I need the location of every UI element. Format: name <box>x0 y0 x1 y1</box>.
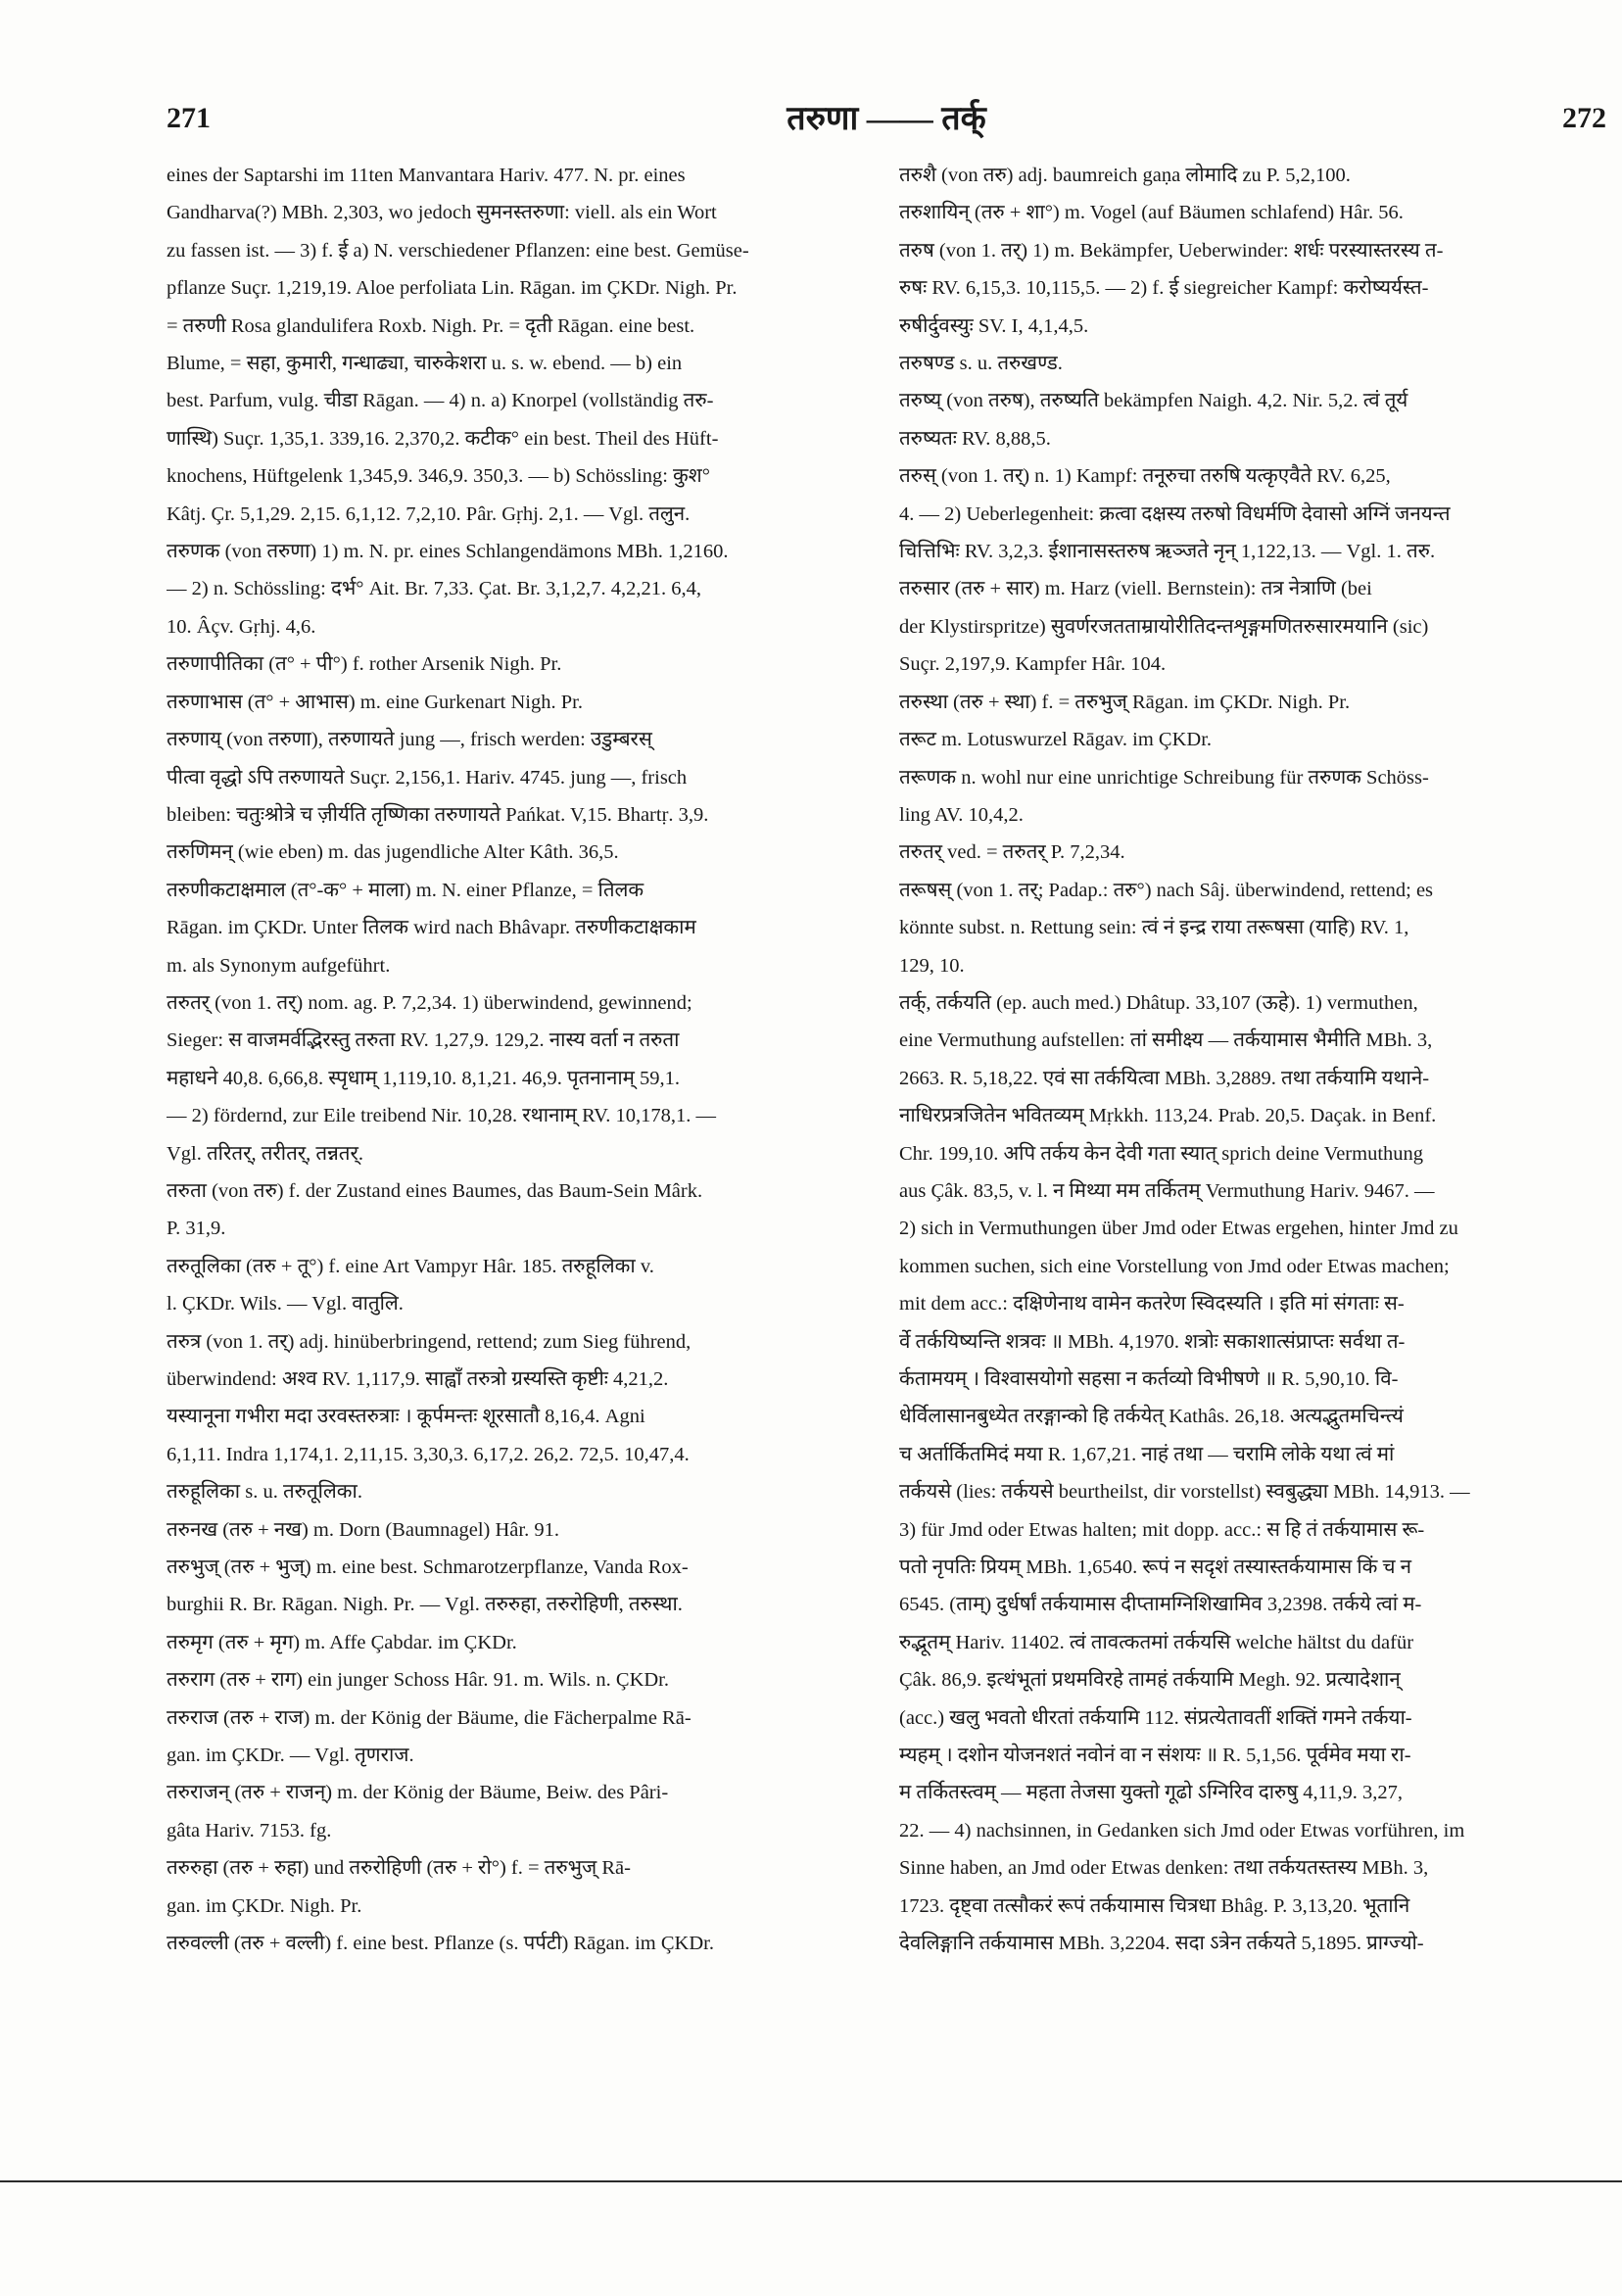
text-line: aus Çâk. 83,5, v. l. न मिथ्या मम तर्कितम् Vermuthung Hariv. 9467. — <box>899 1179 1435 1202</box>
text-line: 2) sich in Vermuthungen über Jmd oder Etwas ergehen, hinter Jmd zu <box>899 1218 1458 1240</box>
text-line: तरुषण्ड s. u. तरुखण्ड. <box>899 353 1063 375</box>
text-line: तरुता (von तरु) f. der Zustand eines Baumes, das Baum-Sein Mârk. <box>167 1179 703 1202</box>
text-line: तरूणक n. wohl nur eine unrichtige Schreibung für तरुणक Schöss- <box>899 766 1429 789</box>
text-line: = तरुणी Rosa glandulifera Roxb. Nigh. Pr. = दृती Rāgan. eine best. <box>167 314 695 337</box>
text-line: mit dem acc.: दक्षिणेनाथ वामेन कतरेण स्विदस्यति । इति मां संगताः स- <box>899 1293 1405 1315</box>
text-line: gan. im ÇKDr. — Vgl. तृणराज. <box>167 1745 414 1767</box>
text-line: ling AV. 10,4,2. <box>899 803 1024 826</box>
text-line: नाधिरप्रत्रजितेन भवितव्यम् Mṛkkh. 113,24. Prab. 20,5. Daçak. in Benf. <box>899 1105 1437 1127</box>
text-line: bleiben: चतुःश्रोत्रे च ज़ीर्यति तृष्णिका तरुणायते Pańkat. V,15. Bhartṛ. 3,9. <box>167 803 709 826</box>
text-line: यस्यानूना गभीरा मदा उरवस्तरुत्राः । कूर्पमन्तः शूरसातौ 8,16,4. Agni <box>167 1406 645 1428</box>
text-line: 22. — 4) nachsinnen, in Gedanken sich Jmd oder Etwas vorführen, im <box>899 1819 1465 1842</box>
text-line: — 2) fördernd, zur Eile treibend Nir. 10,28. रथानाम् RV. 10,178,1. — <box>167 1105 717 1127</box>
text-line: — 2) n. Schössling: दर्भ° Ait. Br. 7,33. Çat. Br. 3,1,2,7. 4,2,21. 6,4, <box>167 578 702 600</box>
text-line: तर्कयसे (lies: तर्कयसे beurtheilst, dir vorstellst) स्वबुद्ध्या MBh. 14,913. — <box>899 1481 1470 1504</box>
text-line: Suçr. 2,197,9. Kampfer Hâr. 104. <box>899 653 1167 676</box>
text-line: तरुरुहा (तरु + रुहा) und तरुरोहिणी (तरु + रो°) f. = तरुभुज् Rā- <box>167 1857 631 1880</box>
text-line: 6545. (ताम्) दुर्धर्षां तर्कयामास दीप्तामग्निशिखामिव 3,2398. तर्कये त्वां म- <box>899 1594 1422 1616</box>
text-line: तरुतर् (von 1. तर्) nom. ag. P. 7,2,34. 1) überwindend, gewinnend; <box>167 991 692 1014</box>
text-line: l. ÇKDr. Wils. — Vgl. वातुलि. <box>167 1293 404 1315</box>
text-line: तरुणक (von तरुणा) 1) m. N. pr. eines Schlangendämons MBh. 1,2160. <box>167 541 729 563</box>
text-line: könnte subst. n. Rettung sein: त्वं नं इन्द्र राया तरूषसा (याहि) RV. 1, <box>899 917 1409 939</box>
text-line: तरुमृग (तरु + मृग) m. Affe Çabdar. im ÇKDr. <box>167 1631 517 1653</box>
text-line: eine Vermuthung aufstellen: तां समीक्ष्य — तर्कयामास भैमीति MBh. 3, <box>899 1029 1433 1052</box>
text-line: म्यहम् । दशोन योजनशतं नवोनं वा न संशयः ॥ R. 5,1,56. पूर्वमेव मया रा- <box>899 1745 1411 1767</box>
text-line: Sieger: स वाजमर्वद्भिरस्तु तरुता RV. 1,27,9. 129,2. नास्य वर्ता न तरुता <box>167 1029 680 1052</box>
text-line: 129, 10. <box>899 954 965 977</box>
text-line: 1723. दृष्ट्वा तत्सौकरं रूपं तर्कयामास चित्रधा Bhâg. P. 3,13,20. भूतानि <box>899 1894 1410 1917</box>
text-line: 2663. R. 5,18,22. एवं सा तर्कयित्वा MBh. 3,2889. तथा तर्कयामि यथाने- <box>899 1067 1430 1089</box>
text-line: m. als Synonym aufgeführt. <box>167 954 391 977</box>
text-line: च अर्तार्कितमिदं मया R. 1,67,21. नाहं तथा — चरामि लोके यथा त्वं मां <box>899 1443 1395 1465</box>
text-line: रुद्भूतम् Hariv. 11402. त्वं तावत्कतमां तर्कयसि welche hältst du dafür <box>899 1631 1414 1653</box>
text-line: तरुष (von 1. तर्) 1) m. Bekämpfer, Ueberwinder: शर्धः परस्यास्तरस्य त- <box>899 239 1444 262</box>
text-line: der Klystirspritze) सुवर्णरजतताम्रायोरीतिदन्तशृङ्गमणितरुसारमयानि (sic) <box>899 615 1429 638</box>
text-line: Gandharva(?) MBh. 2,303, wo jedoch सुमनस्तरुणा: viell. als ein Wort <box>167 202 717 224</box>
text-line: burghii R. Br. Rāgan. Nigh. Pr. — Vgl. तरुरुहा, तरुरोहिणी, तरुस्था. <box>167 1594 683 1616</box>
text-line: तरुशायिन् (तरु + शा°) m. Vogel (auf Bäumen schlafend) Hâr. 56. <box>899 202 1404 224</box>
text-line: तरुराज (तरु + राज) m. der König der Bäume, die Fächerpalme Rā- <box>167 1706 692 1729</box>
text-line: तरुतर् ved. = तरुतर् P. 7,2,34. <box>899 841 1125 864</box>
text-line: तर्क्, तर्कयति (ep. auch med.) Dhâtup. 33,107 (ऊहे). 1) vermuthen, <box>899 991 1418 1014</box>
text-line: पतो नृपतिः प्रियम् MBh. 1,6540. रूपं न सदृशं तस्यास्तर्कयामास किं च न <box>899 1556 1412 1579</box>
text-line: रुषः RV. 6,15,3. 10,115,5. — 2) f. ई siegreicher Kampf: करोष्यर्यस्त- <box>899 277 1429 300</box>
text-line: तरुणीकटाक्षमाल (त°-क° + माला) m. N. einer Pflanze, = तिलक <box>167 879 644 901</box>
text-line: eines der Saptarshi im 11ten Manvantara Hariv. 477. N. pr. eines <box>167 165 686 186</box>
text-line: पीत्वा वृद्धो ऽपि तरुणायते Suçr. 2,156,1. Hariv. 4745. jung —, frisch <box>167 766 688 789</box>
text-line: überwindend: अश्व RV. 1,117,9. साह्वाँ तरुत्रो ग्रस्यस्ति कृष्टीः 4,21,2. <box>167 1368 669 1390</box>
text-line: म तर्कितस्त्वम् — महता तेजसा युक्तो गूढो ऽग्निरिव दारुषु 4,11,9. 3,27, <box>899 1782 1403 1804</box>
text-line: तरुराजन् (तरु + राजन्) m. der König der Bäume, Beiw. des Pâri- <box>167 1782 669 1804</box>
text-line: gâta Hariv. 7153. fg. <box>167 1819 332 1842</box>
text-line: तरुसार (तरु + सार) m. Harz (viell. Bernstein): तत्र नेत्राणि (bei <box>899 578 1372 600</box>
text-line: तरुवल्ली (तरु + वल्ली) f. eine best. Pflanze (s. पर्पटी) Rāgan. im ÇKDr. <box>167 1933 714 1955</box>
text-line: kommen suchen, sich eine Vorstellung von Jmd oder Etwas machen; <box>899 1255 1450 1277</box>
left-column <box>167 157 872 1963</box>
text-line: तरुहूलिका s. u. तरुतूलिका. <box>167 1481 362 1504</box>
text-line: तरूट m. Lotuswurzel Rāgav. im ÇKDr. <box>899 729 1213 751</box>
right-column <box>899 157 1604 1963</box>
text-line: तरूषस् (von 1. तर्; Padap.: तरु°) nach Sâj. überwindend, rettend; es <box>899 879 1434 901</box>
text-line: P. 31,9. <box>167 1218 226 1240</box>
text-line: Blume, = सहा, कुमारी, गन्धाढ्या, चारुकेशरा u. s. w. ebend. — b) ein <box>167 353 683 375</box>
text-line: तरुत्र (von 1. तर्) adj. hinüberbringend, rettend; zum Sieg führend, <box>167 1330 692 1353</box>
page-header <box>167 94 1606 145</box>
text-line: 10. Âçv. Gṛhj. 4,6. <box>167 615 316 638</box>
text-line: तरुभुज् (तरु + भुज्) m. eine best. Schmarotzerpflanze, Vanda Rox- <box>167 1556 689 1579</box>
text-line: देवलिङ्गानि तर्कयामास MBh. 3,2204. सदा ऽत्रेन तर्कयते 5,1895. प्राग्ज्यो- <box>899 1933 1424 1955</box>
text-line: तरुष्य् (von तरुष), तरुष्यति bekämpfen Naigh. 4,2. Nir. 5,2. त्वं तूर्य <box>899 390 1408 412</box>
text-line: धेर्विलासानबुध्येत तरङ्गान्को हि तर्कयेत् Kathâs. 26,18. अत्यद्भुतमचिन्त्यं <box>899 1406 1404 1428</box>
text-line: 4. — 2) Ueberlegenheit: क्रत्वा दक्षस्य तरुषो विधर्मणि देवासो अग्निं जनयन्त <box>899 502 1451 525</box>
text-line: तरुतूलिका (तरु + तू°) f. eine Art Vampyr Hâr. 185. तरुहूलिका v. <box>167 1255 654 1277</box>
text-line: र्वे तर्कयिष्यन्ति शत्रवः ॥ MBh. 4,1970. शत्रोः सकाशात्संप्राप्तः सर्वथा त- <box>899 1330 1406 1353</box>
text-line: णास्थि) Suçr. 1,35,1. 339,16. 2,370,2. कटीक° ein best. Theil des Hüft- <box>167 427 719 450</box>
text-line: best. Parfum, vulg. चीडा Rāgan. — 4) n. a) Knorpel (vollständig तरु- <box>167 390 714 412</box>
text-line: चित्तिभिः RV. 3,2,3. ईशानासस्तरुष ऋञ्जते नृन् 1,122,13. — Vgl. 1. तरु. <box>899 541 1436 563</box>
text-line: रुषीर्दुवस्युः SV. I, 4,1,4,5. <box>899 314 1089 337</box>
text-line: 3) für Jmd oder Etwas halten; mit dopp. acc.: स हि तं तर्कयामास रू- <box>899 1518 1425 1541</box>
text-line: Kâtj. Çr. 5,1,29. 2,15. 6,1,12. 7,2,10. Pâr. Gṛhj. 2,1. — Vgl. तलुन. <box>167 502 691 525</box>
text-line: 6,1,11. Indra 1,174,1. 2,11,15. 3,30,3. 6,17,2. 26,2. 72,5. 10,47,4. <box>167 1443 690 1465</box>
text-line: Vgl. तरितर्, तरीतर्, तन्नतर्. <box>167 1142 363 1165</box>
text-line: knochens, Hüftgelenk 1,345,9. 346,9. 350,3. — b) Schössling: कुश° <box>167 465 710 488</box>
page-number-right: 272 <box>1562 102 1606 134</box>
text-line: (acc.) खलु भवतो धीरतां तर्कयामि 112. संप्रत्येतावतीं शक्तिं गमने तर्कया- <box>899 1706 1412 1729</box>
text-line: Çâk. 86,9. इत्थंभूतां प्रथमविरहे तामहं तर्कयामि Megh. 92. प्रत्यादेशान् <box>899 1669 1401 1692</box>
text-line: तरुणाभास (त° + आभास) m. eine Gurkenart Nigh. Pr. <box>167 691 583 713</box>
text-line: pflanze Suçr. 1,219,19. Aloe perfoliata Lin. Rāgan. im ÇKDr. Nigh. Pr. <box>167 277 738 300</box>
text-line: तरुणाय् (von तरुणा), तरुणायते jung —, frisch werden: उडुम्बरस् <box>167 729 652 751</box>
text-line: gan. im ÇKDr. Nigh. Pr. <box>167 1894 362 1917</box>
text-line: तरुनख (तरु + नख) m. Dorn (Baumnagel) Hâr. 91. <box>167 1518 559 1541</box>
text-line: तरुशै (von तरु) adj. baumreich gaṇa लोमादि zu P. 5,2,100. <box>899 165 1351 186</box>
text-line: तरुणिमन् (wie eben) m. das jugendliche Alter Kâth. 36,5. <box>167 841 619 864</box>
running-head: तरुणा —— तर्क् <box>787 101 986 137</box>
text-line: तरुणापीतिका (त° + पी°) f. rother Arsenik Nigh. Pr. <box>167 653 562 676</box>
footer-rule <box>0 2180 1622 2182</box>
page-number-left: 271 <box>167 102 211 134</box>
text-line: तरुस् (von 1. तर्) n. 1) Kampf: तनूरुचा तरुषि यत्कृएवैते RV. 6,25, <box>899 465 1391 488</box>
text-line: र्कतामयम् । विश्वासयोगो सहसा न कर्तव्यो विभीषणे ॥ R. 5,90,10. वि- <box>899 1368 1399 1390</box>
text-line: तरुराग (तरु + राग) ein junger Schoss Hâr. 91. m. Wils. n. ÇKDr. <box>167 1669 669 1692</box>
text-line: Chr. 199,10. अपि तर्कय केन देवी गता स्यात् sprich deine Vermuthung <box>899 1142 1424 1165</box>
text-line: Rāgan. im ÇKDr. Unter तिलक wird nach Bhâvapr. तरुणीकटाक्षकाम <box>167 917 696 939</box>
text-line: zu fassen ist. — 3) f. ई a) N. verschiedener Pflanzen: eine best. Gemüse- <box>167 239 749 262</box>
text-line: महाधने 40,8. 6,66,8. स्पृधाम् 1,119,10. 8,1,21. 46,9. पृतनानाम् 59,1. <box>167 1067 681 1089</box>
text-line: Sinne haben, an Jmd oder Etwas denken: तथा तर्कयतस्तस्य MBh. 3, <box>899 1857 1429 1880</box>
text-line: तरुस्था (तरु + स्था) f. = तरुभुज् Rāgan. im ÇKDr. Nigh. Pr. <box>899 691 1351 713</box>
text-line: तरुष्यतः RV. 8,88,5. <box>899 427 1051 450</box>
